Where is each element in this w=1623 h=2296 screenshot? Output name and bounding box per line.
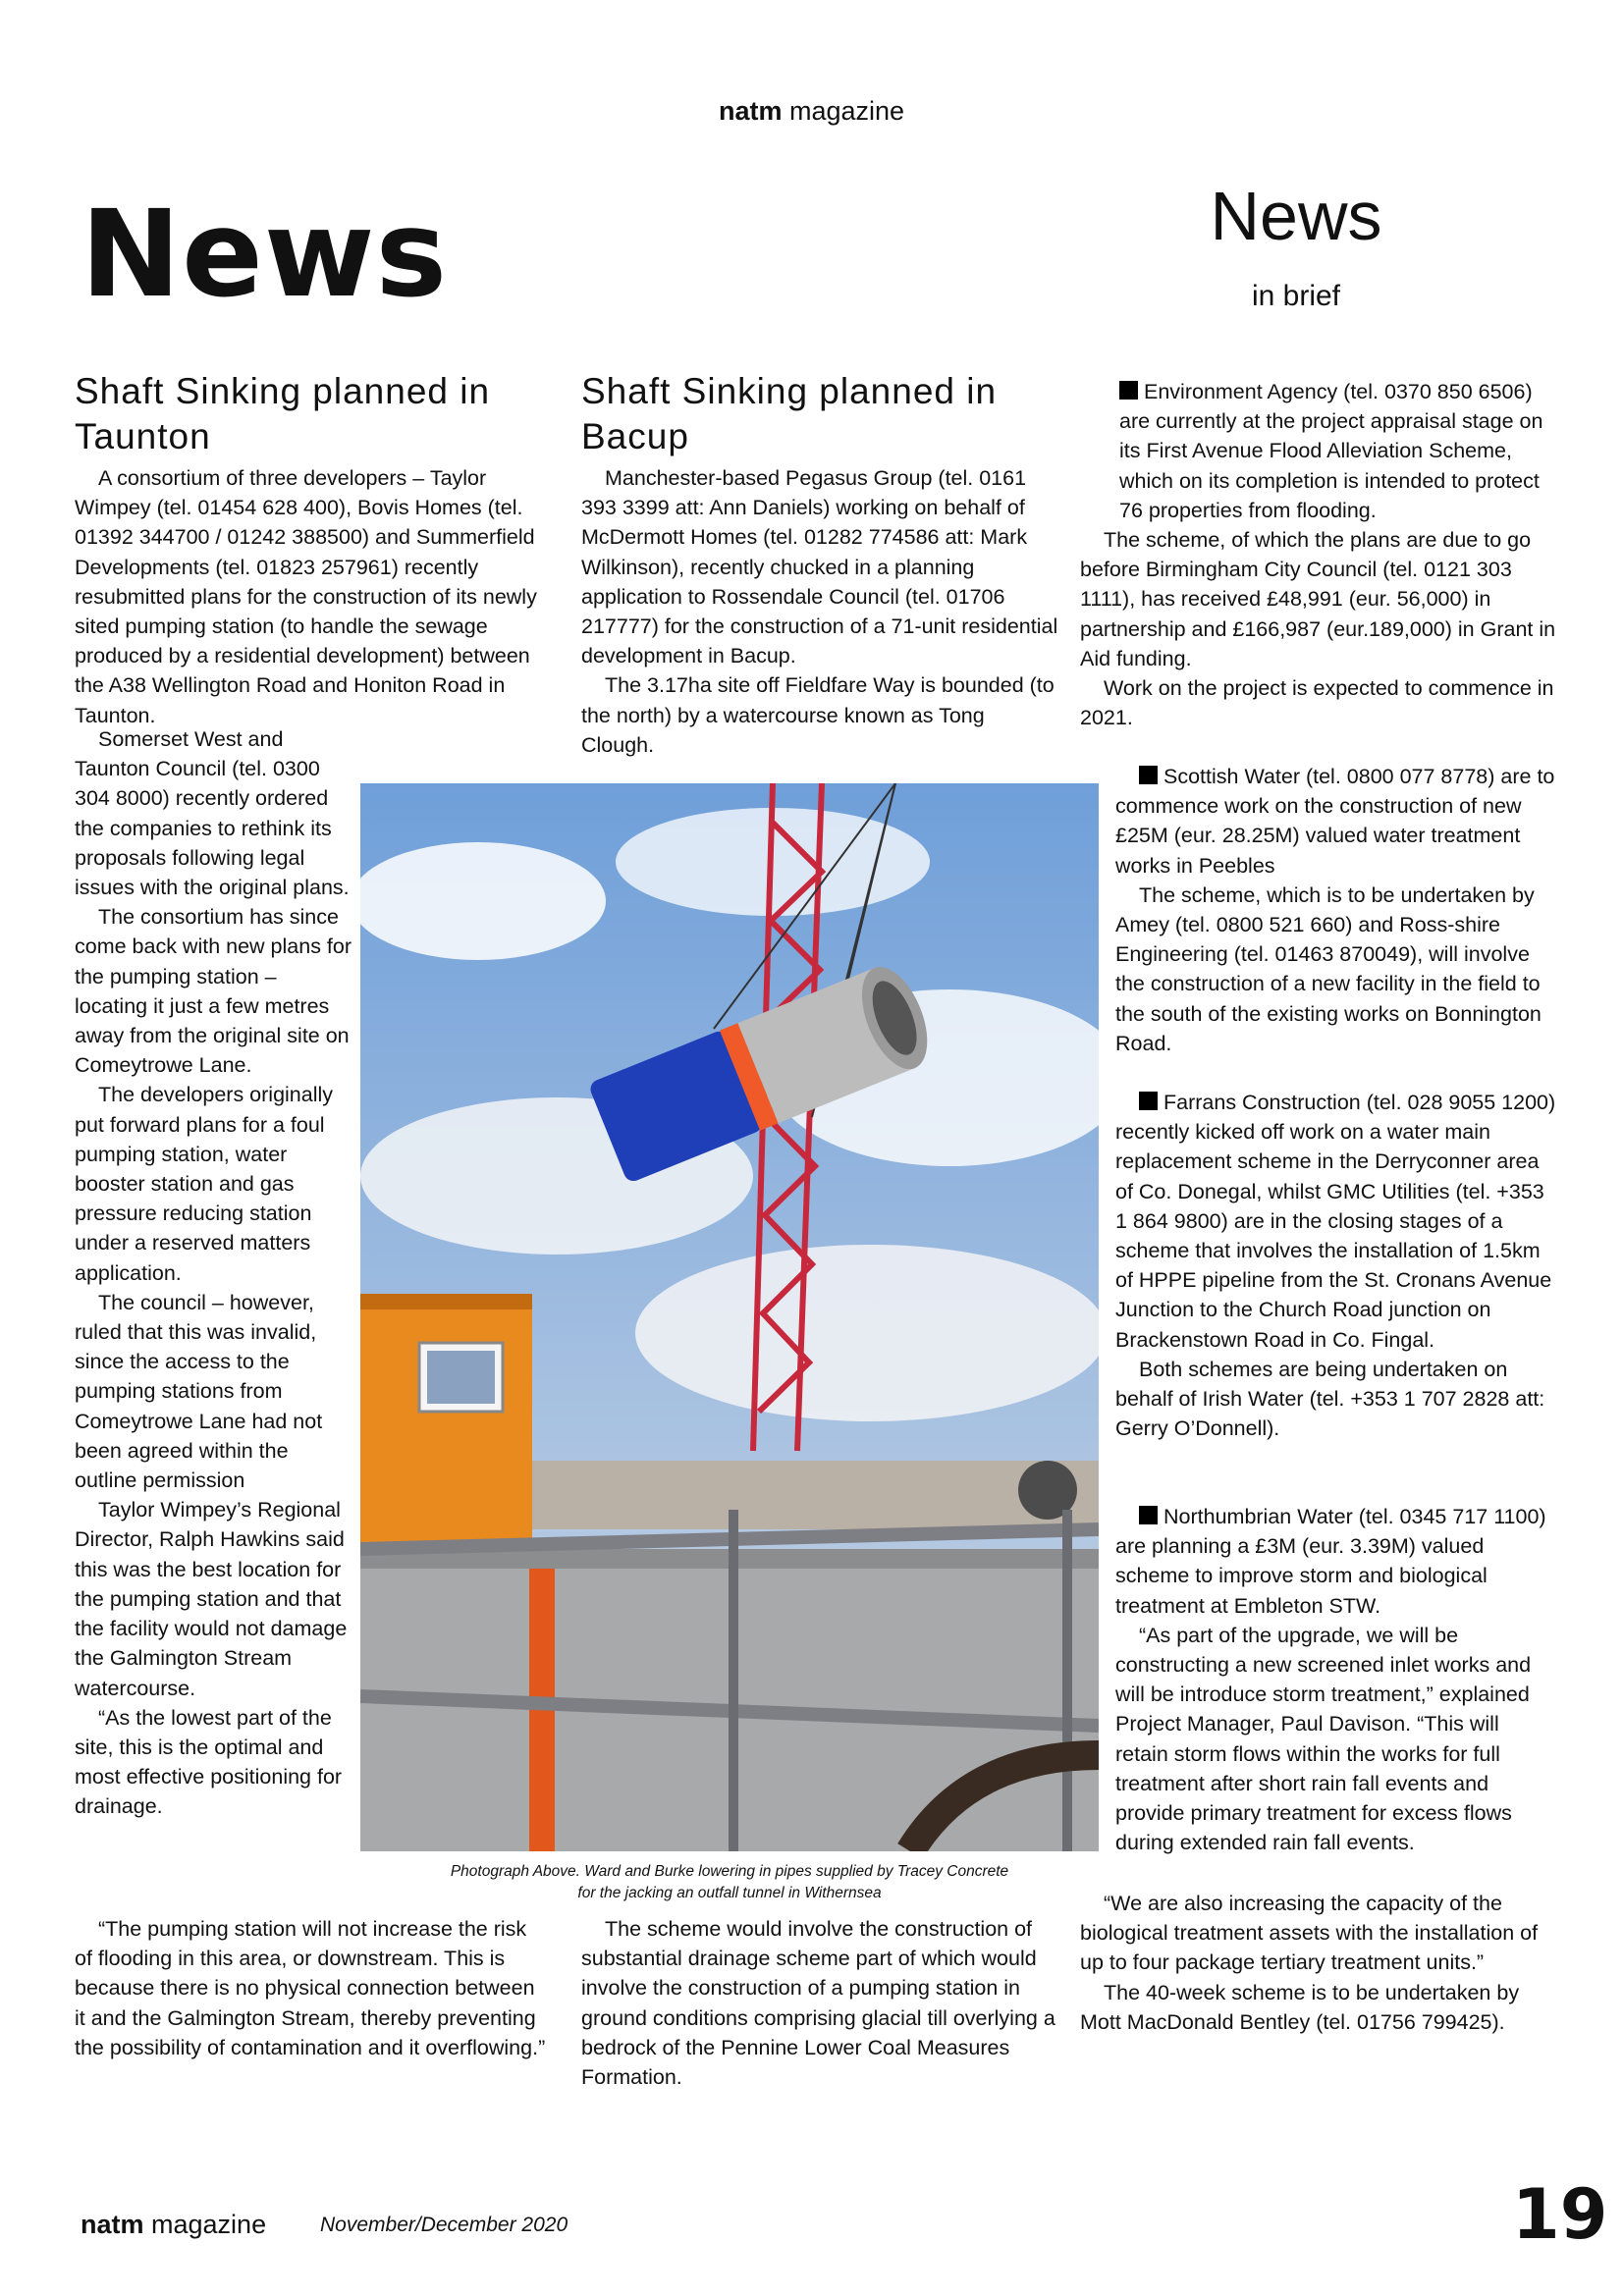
article-headline: Shaft Sinking planned in Bacup — [581, 371, 998, 456]
brief-paragraph: Scottish Water (tel. 0800 077 8778) are to commence work on the construction of new £25M (eur. 28.25M) valued water treatment works in Peebles — [1115, 765, 1555, 878]
bullet-square-icon — [1139, 1506, 1158, 1524]
footer-date: November/December 2020 — [320, 2214, 568, 2236]
article-bacup — [581, 369, 1062, 760]
brand-rest: magazine — [782, 96, 905, 126]
news-brief-4-continued — [1080, 1889, 1561, 2037]
news-brief-3 — [1115, 1088, 1557, 1443]
article-taunton — [75, 369, 544, 730]
caption-line: Photograph Above. Ward and Burke lowering in pipes supplied by Tracey Concrete — [450, 1863, 1009, 1880]
brief-paragraph: “We are also increasing the capacity of the biological treatment assets with the installation of up to four package tertiary treatment units.” — [1080, 1892, 1539, 1975]
caption-line: for the jacking an outfall tunnel in Withernsea — [577, 1885, 882, 1901]
page-number: 19 — [1512, 2174, 1608, 2255]
article-taunton-end — [75, 1914, 548, 2062]
article-headline: Shaft Sinking planned in Taunton — [75, 371, 491, 456]
article-paragraph: The consortium has since come back with new plans for the pumping station – locating it just a few metres away from the original site on Comeytrowe Lane. — [75, 905, 352, 1078]
bullet-square-icon — [1119, 381, 1138, 400]
article-paragraph: Taylor Wimpey’s Regional Director, Ralph Hawkins said this was the best location for the pumping station and that the facility would not damage the Galmington Stream watercourse. — [75, 1498, 348, 1700]
article-paragraph: Somerset West and Taunton Council (tel. 0300 304 8000) recently ordered the companies to rethink its proposals following legal issues with the original plans. — [75, 727, 350, 900]
brief-paragraph: Northumbrian Water (tel. 0345 717 1100) are planning a £3M (eur. 3.39M) valued scheme to improve storm and biological treatment at Embleton STW. — [1115, 1505, 1546, 1618]
construction-photo — [360, 783, 1099, 1851]
brief-paragraph: The scheme, of which the plans are due to go before Birmingham City Council (tel. 0121 303 1111), has received £48,991 (eur. 56,000) in partnership and £166,987 (eur.189,000) in Grant in Aid funding. — [1080, 528, 1556, 670]
article-paragraph: “As the lowest part of the site, this is the optimal and most effective positioning for drainage. — [75, 1705, 343, 1819]
article-paragraph: The council – however, ruled that this was invalid, since the access to the pumping stations from Comeytrowe Lane had not been agreed within the outline permission — [75, 1290, 323, 1493]
article-paragraph: The 3.17ha site off Fieldfare Way is bounded (to the north) by a watercourse known as Tong Clough. — [581, 673, 1055, 757]
brief-paragraph: Both schemes are being undertaken on behalf of Irish Water (tel. +353 1 707 2828 att: Gerry O’Donnell). — [1115, 1357, 1545, 1441]
brand-bold: natm — [718, 96, 783, 126]
brief-paragraph: Farrans Construction (tel. 028 9055 1200) recently kicked off work on a water main replacement scheme in the Derryconner area of Co. Donegal, whilst GMC Utilities (tel. +353 1 864 9800) are in the closing stages of a scheme that involves the installation of 1.5km of HPPE pipeline from the St. Cronans Avenue Junction to the Church Road junction on Brackenstown Road in Co. Fingal. — [1115, 1091, 1556, 1352]
magazine-header — [0, 96, 1623, 127]
bullet-square-icon — [1139, 1092, 1158, 1110]
sidebar-subtitle: in brief — [1251, 280, 1341, 312]
bullet-square-icon — [1139, 766, 1158, 784]
brief-paragraph: “As part of the upgrade, we will be constructing a new screened inlet works and will be introduce storm treatment,” explained Project Manager, Paul Davison. “This will retain storm flows within the works for full treatment after short rain fall events and provide primary treatment for excess flows during extended rain fall events. — [1115, 1623, 1532, 1855]
article-paragraph: The developers originally put forward plans for a foul pumping station, water booster station and gas pressure reducing station under a reserved matters application. — [75, 1083, 334, 1285]
brief-paragraph: The scheme, which is to be undertaken by Amey (tel. 0800 521 660) and Ross-shire Engineering (tel. 01463 870049), will involve the construction of a new facility in the field to the south of the existing works on Bonnington Road. — [1115, 882, 1542, 1055]
article-paragraph: A consortium of three developers – Taylor Wimpey (tel. 01454 628 400), Bovis Homes (tel. 01392 344700 / 01242 388500) and Summerfield Developments (tel. 01823 257961) recently resubmitted plans for the construction of its newly sited pumping station (to handle the sewage produced by a residential development) between the A38 Wellington Road and Honiton Road in Taunton. — [75, 466, 537, 727]
news-brief-1 — [1080, 377, 1561, 732]
article-taunton-continued — [75, 724, 354, 1822]
brief-paragraph: Environment Agency (tel. 0370 850 6506) are currently at the project appraisal stage on its First Avenue Flood Alleviation Scheme, which on its completion is intended to protect 76 properties from flooding. — [1119, 380, 1543, 522]
article-paragraph: Manchester-based Pegasus Group (tel. 0161 393 3399 att: Ann Daniels) working on behalf of McDermott Homes (tel. 01282 774586 att: Mark Wilkinson), recently chucked in a planning application to Rossendale Council (tel. 01706 217777) for the construction of a 71-unit residential development in Bacup. — [581, 466, 1058, 668]
brief-paragraph: The 40-week scheme is to be undertaken by Mott MacDonald Bentley (tel. 01756 799425). — [1080, 1980, 1520, 2034]
news-brief-2 — [1115, 762, 1557, 1058]
brief-paragraph: Work on the project is expected to commence in 2021. — [1080, 676, 1554, 730]
sidebar-title: News — [1210, 178, 1382, 254]
article-bacup-end — [581, 1914, 1062, 2092]
page-title: News — [81, 185, 449, 324]
footer-brand: natm magazine — [81, 2210, 267, 2239]
article-paragraph: The scheme would involve the construction of substantial drainage scheme part of which would involve the construction of a pumping station in ground conditions comprising glacial till overlying a bedrock of the Pennine Lower Coal Measures Formation. — [581, 1917, 1055, 2090]
news-brief-4 — [1115, 1502, 1557, 1857]
photo-caption — [360, 1861, 1099, 1904]
article-paragraph: “The pumping station will not increase the risk of flooding in this area, or downstream. This is because there is no physical connection between it and the Galmington Stream, thereby preventing the possibility of contamination and it overflowing.” — [75, 1917, 546, 2059]
